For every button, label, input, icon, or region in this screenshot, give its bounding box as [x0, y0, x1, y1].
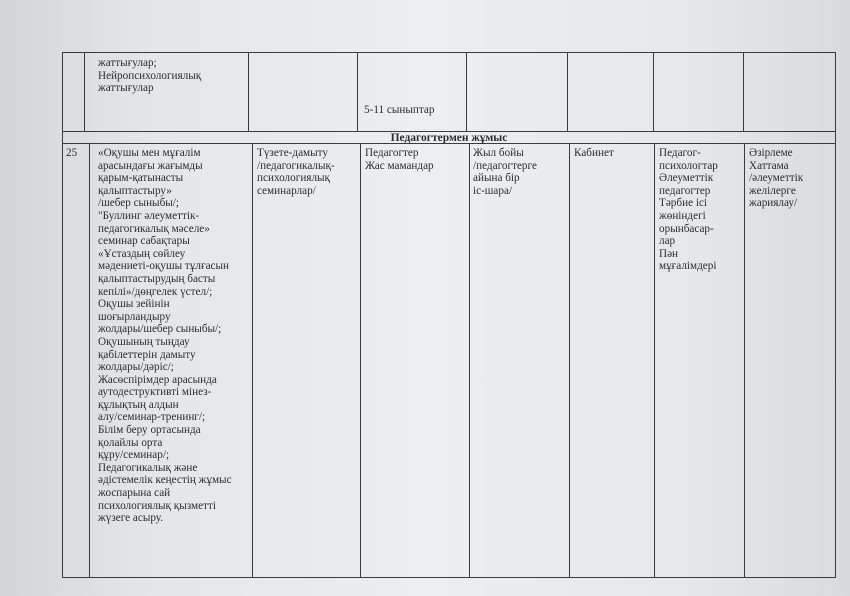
col-border-5b: [569, 143, 570, 577]
col-border-4b: [469, 143, 470, 577]
col-border-1b: [89, 143, 90, 577]
col-border-3b: [360, 143, 361, 577]
col-border-2b: [252, 143, 253, 577]
col-border-4: [466, 52, 467, 131]
row-place-cell: Кабинет: [574, 147, 614, 159]
row-content-cell: «Оқушы мен мұғалім арасындағы жағымды қарым-қатынасты қалыптастыру» /шебер сыныбы/; "Буллинг әлеуметтік- педагогикалық мәселе» семинар сабақтары «Ұстаздың сөйлеу мәдениеті-оқушы тұлғасын қалыптастырудың басты кепілі»/дөңгелек үстел/; Оқушы зейінін шоғырландыру жолдары/шебер сыныбы/; Оқушының тыңдау қабілеттерін дамыту жолдары/дәріс/; Жасөспірімдер арасында аутодеструктивті мінез- құлықтың алдын алу/семинар-тренинг/; Білім беру ортасында қолайлы орта құру/семинар/; Педагогикалық және әдістемелік кеңестің жұмыс жоспарына сай психологиялық қызметті жүзеге асыру.: [98, 147, 232, 525]
col-border-2: [248, 52, 249, 131]
col-border-7b: [744, 143, 745, 577]
table-bottom-border: [62, 577, 836, 578]
row-audience-cell: Педагогтер Жас мамандар: [365, 147, 434, 172]
row-form-cell: Түзете-дамыту /педагогикалық- психологиялық семинарлар/: [257, 147, 335, 197]
row-number: 25: [66, 147, 78, 159]
row-result-cell: Әзірлеме Хаттама /әлеуметтік желілерге жариялау/: [749, 147, 804, 210]
col-border-right: [835, 52, 836, 577]
col-border-5: [567, 52, 568, 131]
row-responsible-cell: Педагог- психологтар Әлеуметтік педагогтер Тәрбие ісі жөніндегі орынбасар- лар Пән мұғалімдері: [659, 147, 718, 273]
table-top-border: [62, 52, 836, 53]
col-border-6: [653, 52, 654, 131]
col-border-left: [62, 52, 63, 577]
col-border-7: [743, 52, 744, 131]
col-border-6b: [654, 143, 655, 577]
top-row-exercises-cell: жаттығулар; Нейропсихологиялық жаттығулар: [98, 57, 202, 95]
row-period-cell: Жыл бойы /педагогтерге айына бір іс-шара/: [473, 147, 537, 197]
col-border-1: [84, 52, 85, 131]
top-row-grades-cell: 5-11 сыныптар: [364, 104, 435, 116]
section-header: Педагогтермен жұмыс: [390, 132, 508, 144]
col-border-3: [357, 52, 358, 131]
